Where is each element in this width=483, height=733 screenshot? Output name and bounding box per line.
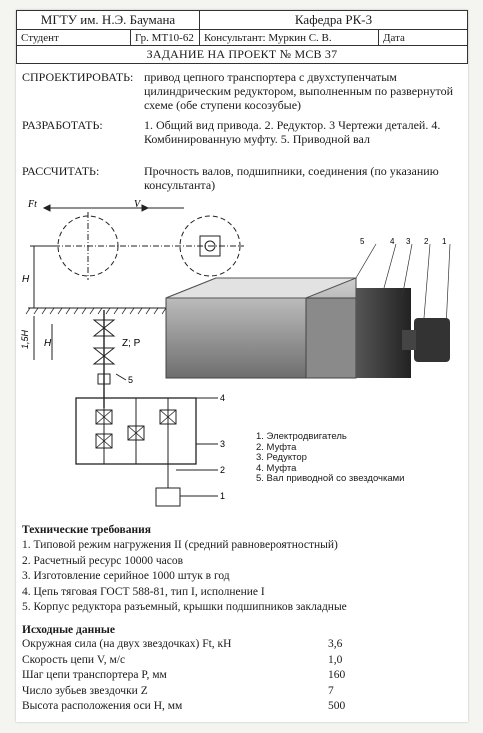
develop-text: 1. Общий вид привода. 2. Редуктор. 3 Чертежи деталей. 4. Комбинированную муфту. 5. Приводной вал <box>144 118 441 146</box>
assignment-title: ЗАДАНИЕ НА ПРОЕКТ № МСВ 37 <box>17 46 468 64</box>
develop-label: РАЗРАБОТАТЬ: <box>22 118 103 132</box>
zp-label: Z; P <box>122 338 141 349</box>
param-label: Шаг цепи транспортера P, мм <box>22 669 167 681</box>
h-label-bottom: H <box>44 338 52 349</box>
header-table <box>16 10 468 64</box>
requirements-title: Технические требования <box>22 524 151 536</box>
param-value: 160 <box>328 669 346 681</box>
requirement-item: 1. Типовой режим нагружения II (средний равновероятностный) <box>22 539 338 551</box>
legend-item: 4. Муфта <box>256 462 297 474</box>
h15-label: 1,5H <box>20 329 30 349</box>
source-data-table <box>22 638 388 716</box>
requirement-item: 5. Корпус редуктора разъемный, крышки подшипников закладные <box>22 601 347 613</box>
university-name: МГТУ им. Н.Э. Баумана <box>17 11 200 30</box>
num-label-4: 4 <box>220 393 226 403</box>
param-value: 500 <box>328 700 346 712</box>
num-label-1: 1 <box>220 491 226 501</box>
legend-item: 2. Муфта <box>256 441 297 453</box>
requirement-item: 2. Расчетный ресурс 10000 часов <box>22 554 184 567</box>
param-label: Окружная сила (на двух звездочках) Ft, кН <box>22 638 232 650</box>
legend-item: 3. Редуктор <box>256 452 307 463</box>
param-label: Скорость цепи V, м/с <box>22 653 126 666</box>
force-arrow-icon <box>44 205 50 211</box>
motor-outline <box>156 488 180 506</box>
param-value: 7 <box>328 684 334 697</box>
legend-item: 1. Электродвигатель <box>256 431 347 442</box>
drive-assembly-image <box>156 238 456 398</box>
photo-num-4: 4 <box>390 238 395 246</box>
student-label: Студент <box>17 30 131 46</box>
param-value: 1,0 <box>328 653 343 666</box>
group-number: Гр. МТ10-62 <box>131 30 200 46</box>
param-label: Число зубьев звездочки Z <box>22 684 148 697</box>
consultant-name: Консультант: Муркин С. В. <box>200 30 379 46</box>
table-row <box>22 685 388 701</box>
motor-image <box>414 318 450 362</box>
num-label-3: 3 <box>220 439 226 449</box>
requirement-item: 4. Цепь тяговая ГОСТ 588-81, тип I, исполнение I <box>22 585 265 598</box>
param-value: 3,6 <box>328 638 343 650</box>
requirement-item: 3. Изготовление серийное 1000 штук в год <box>22 570 230 582</box>
table-row <box>22 654 388 670</box>
photo-num-3: 3 <box>406 238 411 246</box>
photo-num-2: 2 <box>424 238 429 246</box>
param-label: Высота расположения оси H, мм <box>22 700 183 712</box>
force-label: Ft <box>28 199 37 210</box>
design-text: привод цепного транспортера с двухступенчатым цилиндрическим редуктором, выполненным по развернутой схеме (обе ступени косозубые) <box>144 70 453 112</box>
photo-num-5: 5 <box>360 238 365 246</box>
table-row <box>22 700 388 716</box>
legend-item: 5. Вал приводной со звездочками <box>256 473 405 484</box>
calc-label: РАССЧИТАТЬ: <box>22 164 100 178</box>
num-label-2: 2 <box>220 465 226 475</box>
h-label-top: H <box>22 274 30 285</box>
calc-text: Прочность валов, подшипники, соединения (по указанию консультанта) <box>144 164 439 192</box>
assignment-sheet <box>16 10 468 722</box>
num-label-5: 5 <box>128 375 134 385</box>
source-data-title: Исходные данные <box>22 624 115 636</box>
parts-legend <box>256 432 404 485</box>
date-label: Дата <box>379 30 468 46</box>
design-label: СПРОЕКТИРОВАТЬ: <box>22 70 134 84</box>
table-row <box>22 638 388 654</box>
photo-num-1: 1 <box>442 238 447 246</box>
speed-label: V <box>134 199 141 210</box>
requirements-list <box>22 538 347 616</box>
table-row <box>22 669 388 685</box>
department-name: Кафедра РК-3 <box>200 11 468 30</box>
